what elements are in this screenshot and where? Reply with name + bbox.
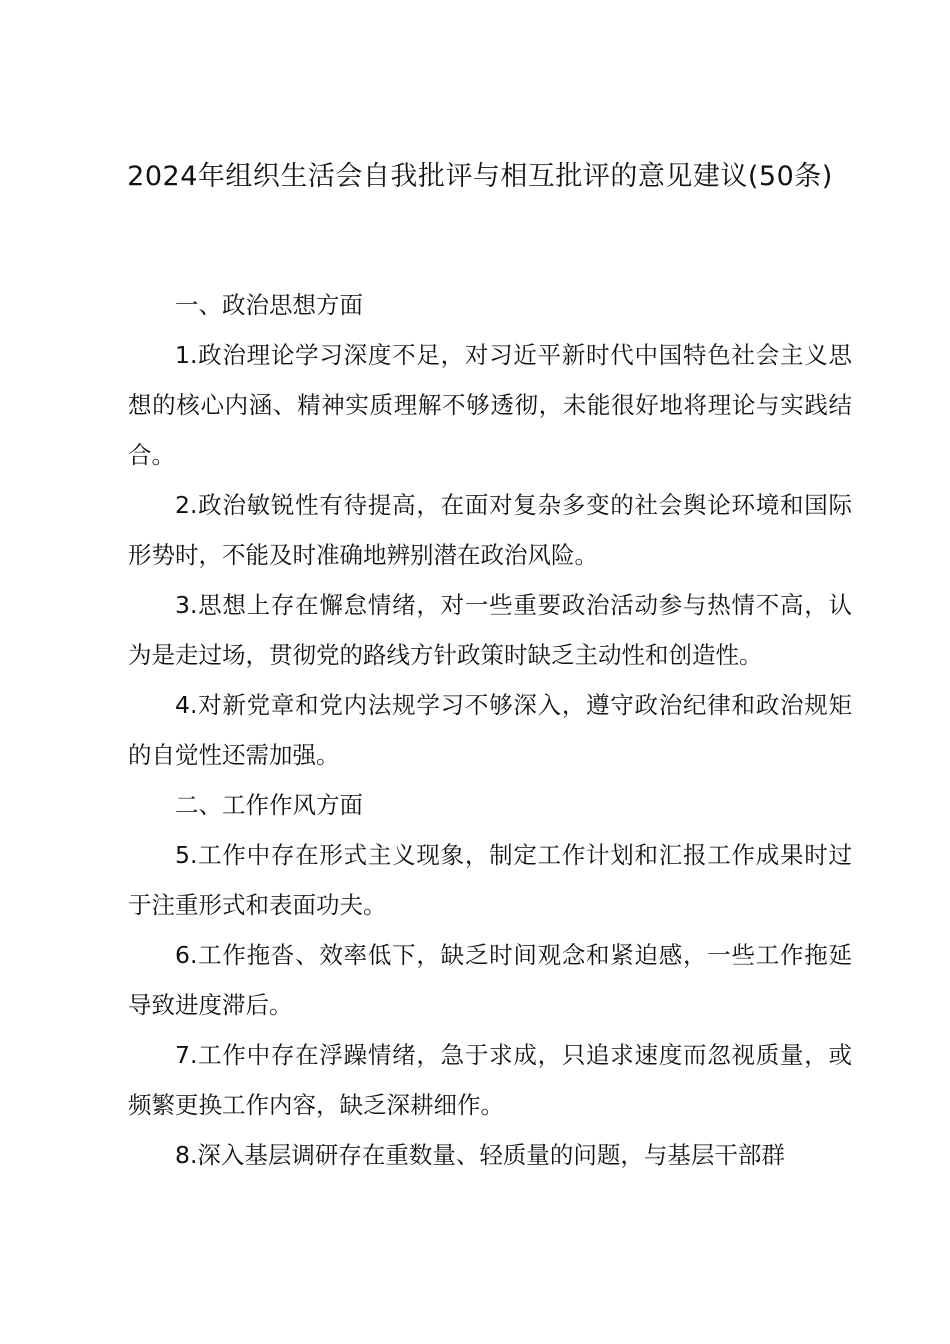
document-title: 2024年组织生活会自我批评与相互批评的意见建议(50条) [127, 161, 833, 192]
paragraph-item-8: 8.深入基层调研存在重数量、轻质量的问题，与基层干部群 [175, 1141, 785, 1169]
paragraph-item-1: 1.政治理论学习深度不足，对习近平新时代中国特色社会主义思想的核心内涵、精神实质理解不够透彻，未能很好地将理论与实践结合。 [128, 341, 852, 469]
paragraph-item-4: 4.对新党章和党内法规学习不够深入，遵守政治纪律和政治规矩的自觉性还需加强。 [128, 691, 852, 769]
paragraph-item-3: 3.思想上存在懈怠情绪，对一些重要政治活动参与热情不高，认为是走过场，贯彻党的路线方针政策时缺乏主动性和创造性。 [128, 591, 852, 669]
document-body [128, 280, 852, 1180]
section-heading-political: 一、政治思想方面 [175, 291, 363, 319]
paragraph-item-2: 2.政治敏锐性有待提高，在面对复杂多变的社会舆论环境和国际形势时，不能及时准确地辨别潜在政治风险。 [128, 491, 852, 569]
paragraph-item-5: 5.工作中存在形式主义现象，制定工作计划和汇报工作成果时过于注重形式和表面功夫。 [128, 841, 852, 919]
section-heading-work-style: 二、工作作风方面 [175, 791, 363, 819]
paragraph-item-7: 7.工作中存在浮躁情绪，急于求成，只追求速度而忽视质量，或频繁更换工作内容，缺乏深耕细作。 [128, 1041, 852, 1119]
paragraph-item-6: 6.工作拖沓、效率低下，缺乏时间观念和紧迫感，一些工作拖延导致进度滞后。 [128, 941, 852, 1019]
